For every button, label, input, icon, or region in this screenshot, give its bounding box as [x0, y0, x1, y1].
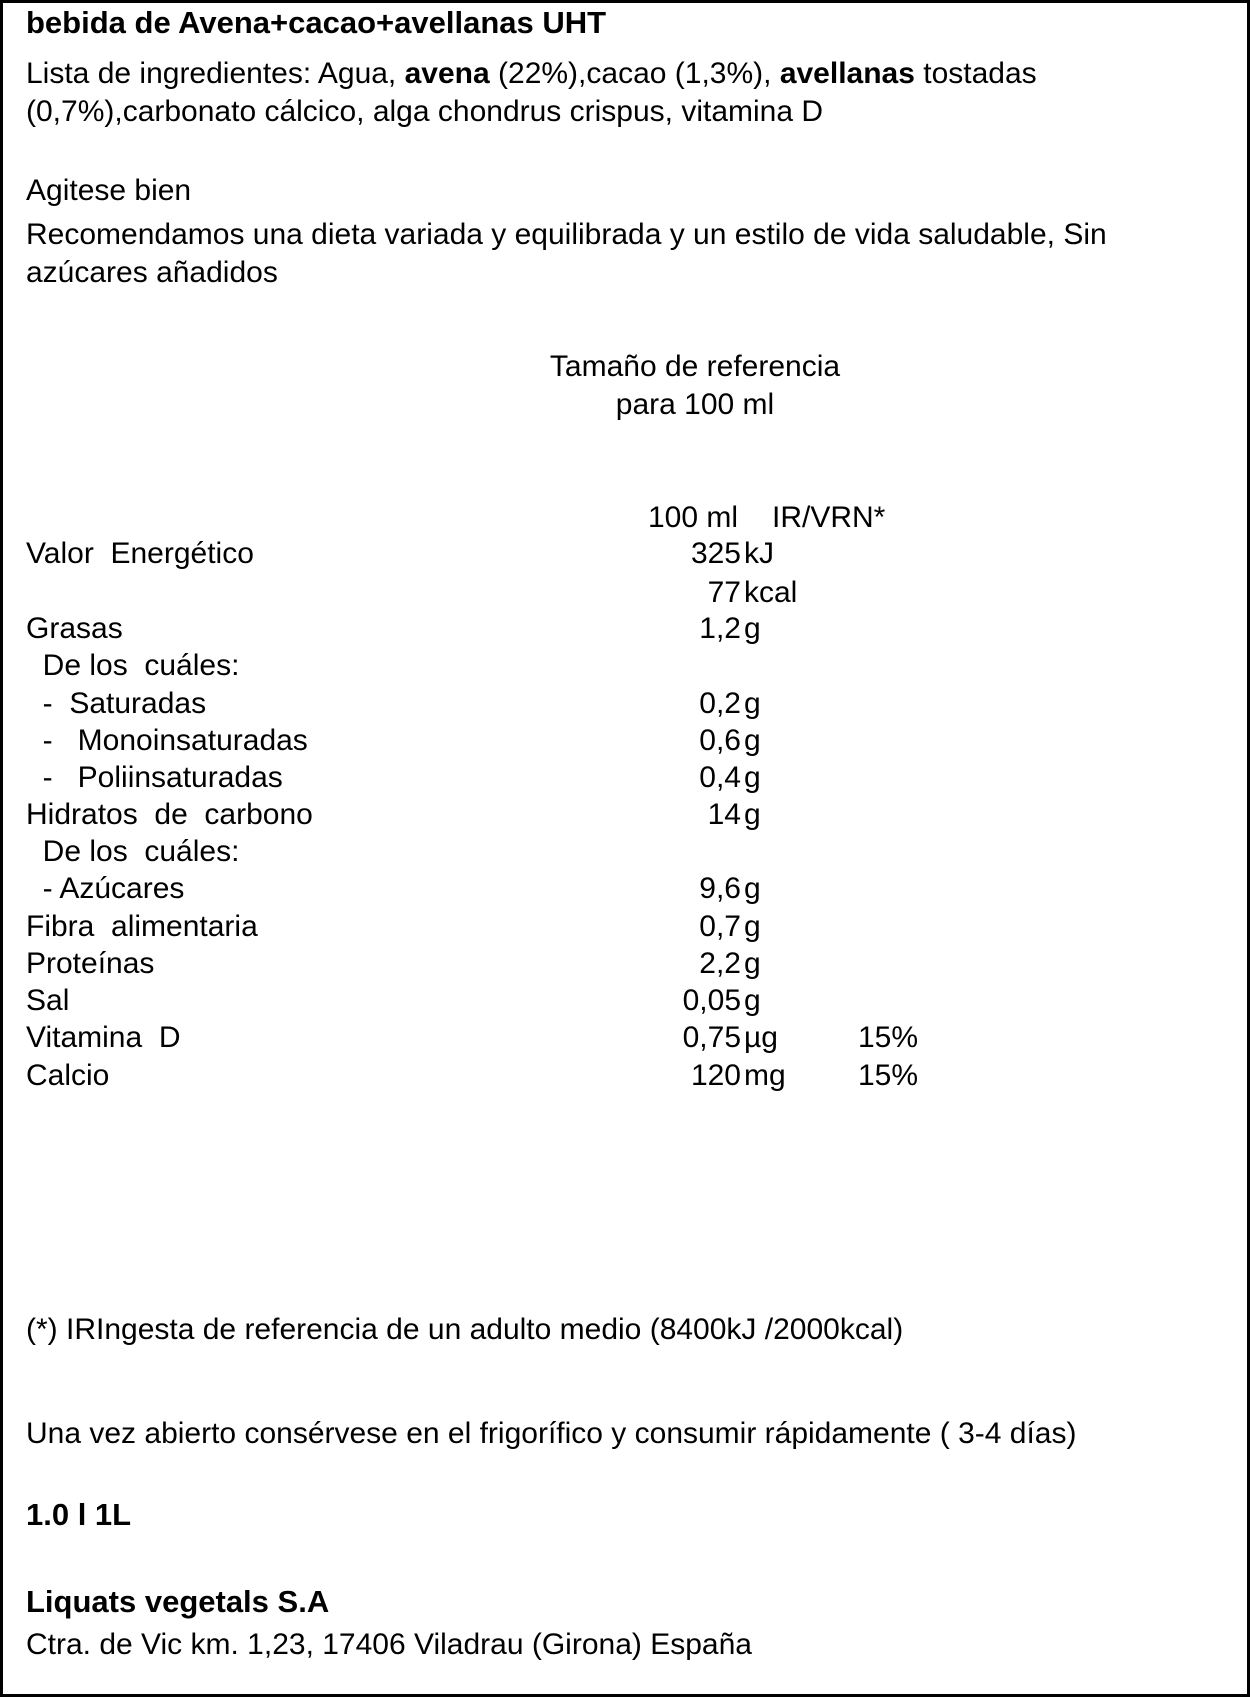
ingredient-avellanas: avellanas	[779, 57, 915, 90]
nutrient-label: Sal	[26, 984, 70, 1017]
nutrition-row	[26, 722, 926, 759]
nutrient-percent: 15%	[858, 1021, 919, 1054]
ingredients-line-2: (0,7%),carbonato cálcico, alga chondrus crispus, vitamina D	[26, 95, 824, 128]
nutrition-row	[26, 1057, 926, 1094]
nutrient-label: Calcio	[26, 1059, 110, 1092]
nutrient-value: 0,75	[682, 1021, 741, 1054]
recommendation-line-1: Recomendamos una dieta variada y equilibrada y un estilo de vida saludable, Sin	[26, 218, 1107, 251]
nutrient-unit: µg	[744, 1021, 778, 1054]
ingredient-avena: avena	[404, 57, 490, 90]
nutrient-label: Proteínas	[26, 947, 155, 980]
nutrient-value: 325	[690, 537, 741, 570]
nutrient-value: 14	[707, 798, 741, 831]
nutrient-label: - Monoinsaturadas	[26, 724, 308, 757]
nutrition-row	[26, 796, 926, 833]
footnote: (*) IRIngesta de referencia de un adulto medio (8400kJ /2000kcal)	[26, 1313, 904, 1346]
company-address: Ctra. de Vic km. 1,23, 17406 Viladrau (Girona) España	[26, 1628, 752, 1661]
ingredients-prefix: Lista de ingredientes: Agua,	[26, 57, 405, 90]
nutrient-label: Fibra alimentaria	[26, 910, 258, 943]
nutrient-label: Hidratos de carbono	[26, 798, 313, 831]
nutrient-value: 1,2	[699, 612, 741, 645]
nutrient-unit: mg	[744, 1059, 786, 1092]
nutrient-unit: kJ	[744, 537, 774, 570]
nutrient-label: - Saturadas	[26, 687, 207, 720]
nutrient-value: 9,6	[699, 872, 741, 905]
nutrition-row	[26, 908, 926, 945]
shake-instruction: Agitese bien	[26, 174, 192, 207]
nutrient-unit: g	[744, 761, 761, 794]
nutrition-row	[26, 610, 926, 647]
nutrition-row	[26, 759, 926, 796]
nutrient-unit: g	[744, 798, 761, 831]
nutrient-value: 2,2	[699, 947, 741, 980]
nutrient-value: 120	[690, 1059, 741, 1092]
nutrient-value: 0,7	[699, 910, 741, 943]
reference-size-line-2: para 100 ml	[615, 388, 775, 421]
nutrient-value: 77	[707, 576, 741, 609]
nutrition-row	[26, 945, 926, 982]
ingredients-mid: (22%),cacao (1,3%),	[489, 57, 780, 90]
nutrient-unit: g	[744, 687, 761, 720]
nutrient-label: - Poliinsaturadas	[26, 761, 283, 794]
nutrition-row	[26, 870, 926, 907]
reference-size-line-1: Tamaño de referencia	[549, 350, 841, 383]
nutrient-value: 0,6	[699, 724, 741, 757]
column-header-100ml: 100 ml	[648, 501, 739, 534]
nutrient-label: De los cuáles:	[26, 649, 240, 682]
column-header-ir-vrn: IR/VRN*	[772, 501, 886, 534]
nutrient-unit: g	[744, 910, 761, 943]
nutrition-row	[26, 574, 926, 611]
nutrient-unit: g	[744, 984, 761, 1017]
nutrient-label: - Azúcares	[26, 872, 185, 905]
nutrient-value: 0,2	[699, 687, 741, 720]
nutrition-row	[26, 685, 926, 722]
nutrient-unit: g	[744, 612, 761, 645]
nutrient-label: De los cuáles:	[26, 835, 240, 868]
ingredients-line-1	[26, 55, 1037, 92]
company-name: Liquats vegetals S.A	[26, 1584, 330, 1619]
nutrition-row	[26, 1019, 926, 1056]
nutrient-unit: g	[744, 724, 761, 757]
nutrition-row	[26, 982, 926, 1019]
nutrient-percent: 15%	[858, 1059, 919, 1092]
product-title: bebida de Avena+cacao+avellanas UHT	[26, 5, 607, 40]
nutrient-label: Vitamina D	[26, 1021, 181, 1054]
nutrition-row	[26, 647, 926, 684]
storage-instruction: Una vez abierto consérvese en el frigorífico y consumir rápidamente ( 3-4 días)	[26, 1417, 1077, 1450]
ingredients-suffix: tostadas	[914, 57, 1037, 90]
nutrient-value: 0,4	[699, 761, 741, 794]
nutrition-row	[26, 833, 926, 870]
nutrient-unit: kcal	[744, 576, 798, 609]
nutrient-unit: g	[744, 872, 761, 905]
nutrient-label: Valor Energético	[26, 537, 254, 570]
nutrition-row	[26, 535, 926, 572]
nutrient-value: 0,05	[682, 984, 741, 1017]
recommendation-line-2: azúcares añadidos	[26, 256, 278, 289]
volume: 1.0 l 1L	[26, 1497, 132, 1532]
nutrient-unit: g	[744, 947, 761, 980]
nutrient-label: Grasas	[26, 612, 123, 645]
